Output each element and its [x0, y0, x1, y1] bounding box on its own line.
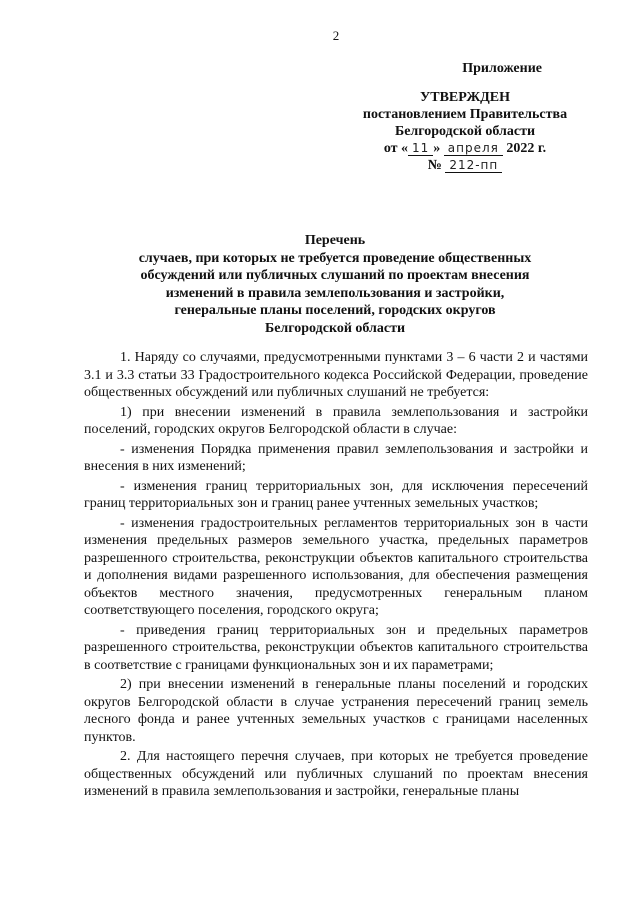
date-day: 11 — [408, 141, 433, 156]
approval-date — [360, 140, 570, 157]
date-prefix: от « — [383, 141, 409, 156]
title-line-2: обсуждений или публичных слушаний по проектам внесения — [140, 268, 530, 283]
paragraph-8: 2. Для настоящего перечня случаев, при которых не требуется проведение общественных обсуждений или публичных слушаний по проектам внесения изменений в правила землепользования и застройки, генеральные планы — [84, 749, 588, 799]
title-line-1: случаев, при которых не требуется проведение общественных — [138, 250, 532, 266]
paragraph-4: - изменения границ территориальных зон, для исключения пересечений границ территориальных зон и границ ранее учтенных земельных участков; — [84, 478, 588, 511]
paragraph-1: 1. Наряду со случаями, предусмотренными пунктами 3 – 6 части 2 и частями 3.1 и 3.3 статьи 33 Градостроительного кодекса Российской Федерации, проведение общественных обсуждений или публичных слушаний не требуется: — [84, 350, 588, 400]
document-title — [70, 232, 600, 337]
paragraph-2: 1) при внесении изменений в правила землепользования и застройки поселений, городских округов Белгородской области в случае: — [84, 404, 588, 437]
number-value: 212-пп — [445, 158, 502, 173]
date-mid: » — [433, 141, 441, 156]
approval-number — [360, 157, 570, 174]
title-line-5: Белгородской области — [264, 320, 406, 336]
title-heading: Перечень — [304, 233, 366, 248]
paragraph-6: - приведения границ территориальных зон и предельных параметров разрешенного строительства, реконструкции объектов капитального строительства в соответствие с границами функциональных зон и их параметрами; — [84, 622, 588, 673]
date-month: апреля — [444, 141, 503, 156]
paragraph-3: - изменения Порядка применения правил землепользования и застройки и внесения в них изменений; — [84, 441, 588, 474]
page-number: 2 — [332, 28, 340, 43]
number-prefix: № — [427, 158, 442, 173]
document-body — [84, 349, 588, 803]
date-year: 2022 г. — [506, 141, 547, 156]
title-line-4: генеральные планы поселений, городских округов — [174, 303, 496, 318]
approval-line-2: Белгородской области — [394, 124, 536, 139]
title-line-3: изменений в правила землепользования и застройки, — [165, 285, 505, 301]
paragraph-7: 2) при внесении изменений в генеральные планы поселений и городских округов Белгородской области в случае устранения пересечений границ земель лесного фонда и ранее учтенных земельных участков с границами населенных пунктов. — [84, 677, 588, 745]
paragraph-5: - изменения градостроительных регламентов территориальных зон в части изменения предельных размеров земельного участка, предельных параметров разрешенного строительства, реконструкции объектов капитального строительства и дополнения видами разрешенного использования, для обеспечения размещения объектов местного значения, предусмотренных генеральным планом соответствующего поселения, городского округа; — [84, 515, 588, 618]
approved-label: УТВЕРЖДЕН — [419, 90, 511, 105]
approval-block — [360, 60, 570, 174]
approval-line-1: постановлением Правительства — [362, 107, 568, 122]
appendix-label: Приложение — [462, 61, 542, 76]
